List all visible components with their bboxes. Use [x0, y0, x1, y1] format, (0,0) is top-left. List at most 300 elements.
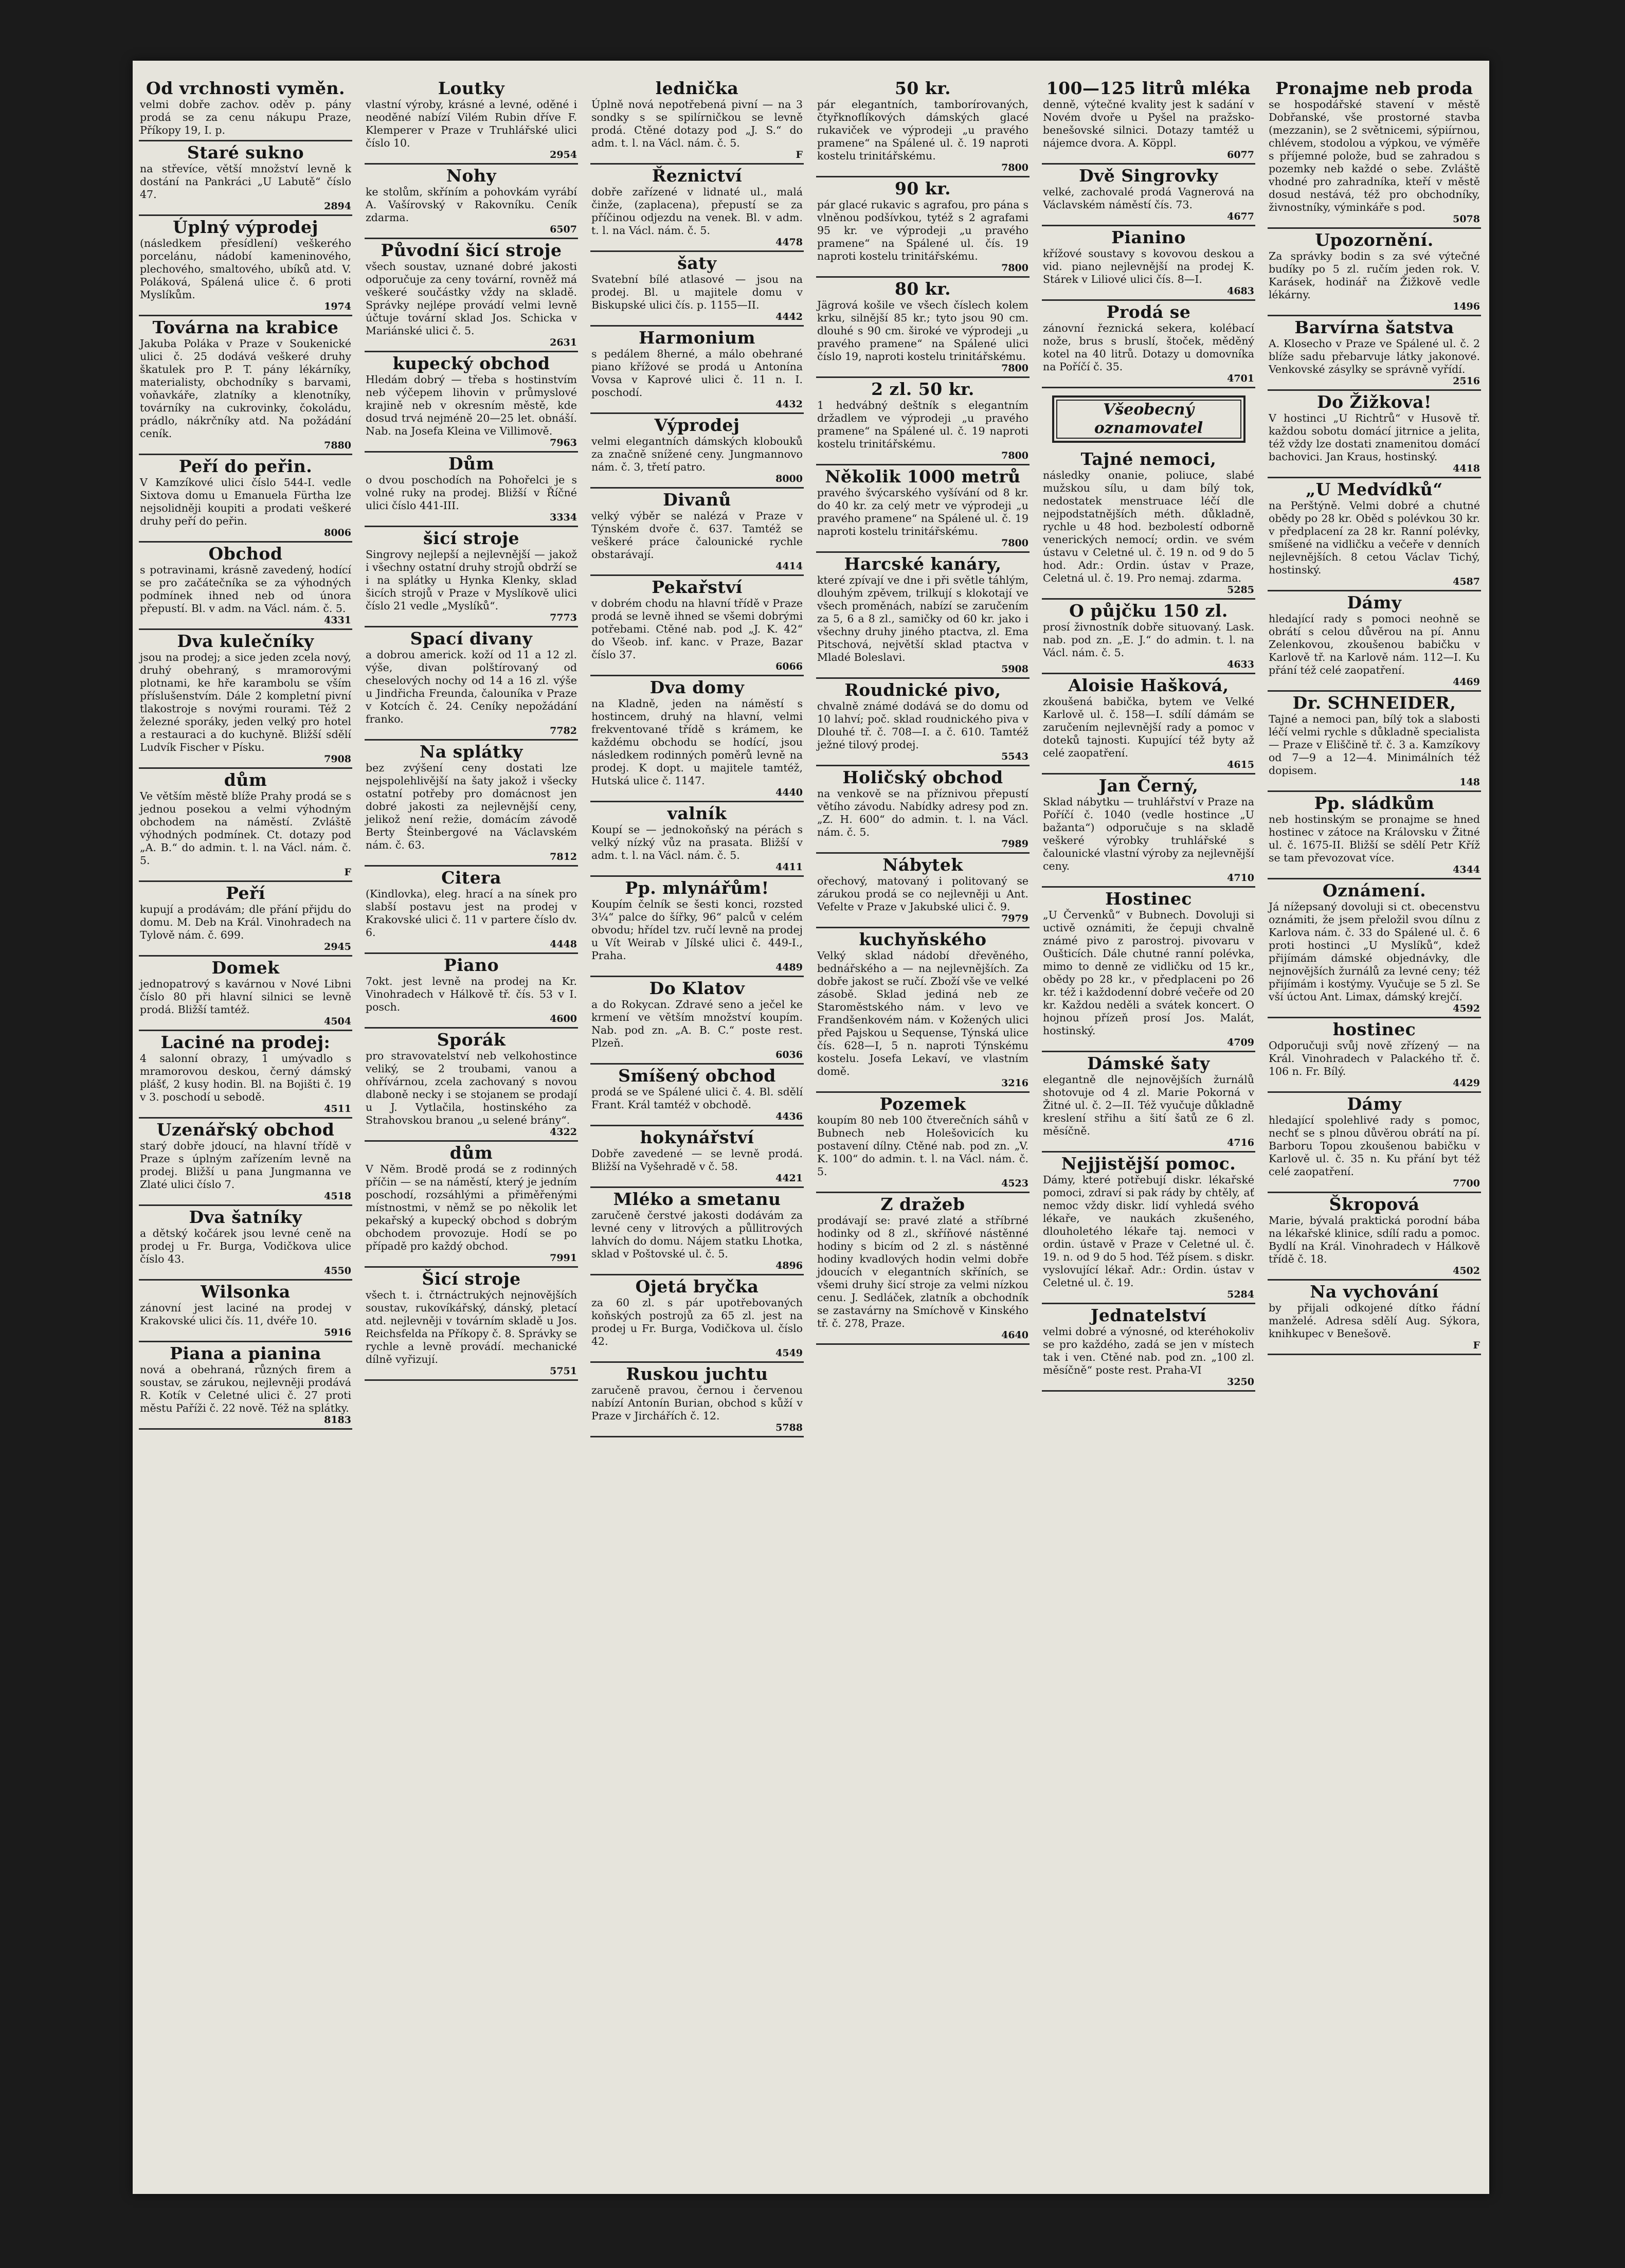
classified-ad — [1268, 879, 1481, 1018]
ad-number: 4633 — [1227, 659, 1254, 670]
classified-ad — [1268, 1281, 1481, 1355]
classified-ad — [139, 1119, 352, 1206]
ad-heading: Loutky — [438, 78, 505, 98]
ad-number: 4489 — [775, 962, 803, 973]
ad-heading: Laciné na prodej: — [160, 1032, 331, 1052]
classified-ad — [365, 954, 578, 1029]
ad-text: pravého švýcarského vyšívání od 8 kr. do 40 kr. za celý metr ve výprodeji „u pravého pramene“ na Spálené ul. č. 19 naproti kostelu trinitářskému. — [817, 487, 1028, 537]
classified-ad — [590, 1188, 804, 1275]
ad-number: F — [344, 867, 351, 878]
ad-text: dobře zařízené v lidnaté ul., malá činže, (zaplacena), přepustí se za příčinou odjezdu na venek. Bl. v adm. t. l. na Václ. nám. č. 5. — [591, 186, 803, 237]
ad-heading: Nejjistější pomoc. — [1061, 1154, 1236, 1174]
ad-text: hledající rady s pomoci neohně se obrátí s celou důvěrou na pí. Annu Zelenkovou, zkoušenou babičku v Karlově tř. na Karlově nám. 112—I. Ku přání též celé zaopatření. — [1269, 613, 1480, 676]
ad-text: pár glacé rukavic s agrafou, pro pána s vlněnou podšívkou, tytéž s 2 agrafami 95 kr. ve výprodeji „u pravého pramene“ na Spálené ul. čís. 19 naproti kostelu trinitářskému. — [817, 199, 1028, 262]
ad-text: následky onanie, poliuce, slabé mužskou sílu, u dam bílý tok, nedostatek menstruace léčí dle nejpodstatnějších méth. důkladně, rychle u 48 hod. bezbolestí odborně venerických nemocí; ordin. ve svém ústavu v Celetné ul. č. 19 n. od 9 do 5 hod. Adr.: Ordin. ústav v Praze, Celetná ul. č. 19. Pro nemaj. zdarma. — [1043, 469, 1254, 584]
ad-number: 8006 — [324, 527, 351, 538]
ad-heading: Prodá se — [1106, 302, 1191, 322]
classified-ad — [1268, 316, 1481, 391]
ad-text: prodá se ve Spálené ulici č. 4. Bl. sdělí Frant. Král tamtéž v obchodě. — [591, 1086, 803, 1111]
notice-box — [1052, 395, 1245, 443]
ad-number: 5078 — [1453, 213, 1480, 225]
ad-text: Ve větším městě blíže Prahy prodá se s jednou posekou a velmi výhodným obchodem na náměstí. Zvláště výhodných podmínek. Ct. dotazy pod „A. B.“ do admin. t. l. na Václ. nám. č. 5. — [140, 790, 351, 867]
ad-heading: 80 kr. — [894, 279, 951, 299]
classified-ad — [590, 165, 804, 252]
column-1 — [139, 77, 352, 2170]
ad-number: 4511 — [324, 1103, 351, 1114]
classified-ad — [365, 165, 578, 239]
ad-number: 4615 — [1227, 759, 1254, 770]
classified-ad — [139, 882, 352, 957]
classified-ad — [1042, 77, 1255, 165]
ad-text: ke stolům, skříním a pohovkám vyrábí A. Vašírovský v Rakovníku. Ceník zdarma. — [366, 186, 577, 224]
ad-heading: Hostinec — [1105, 889, 1192, 909]
classified-ad — [590, 802, 804, 877]
ad-heading: Pronajme neb proda — [1275, 78, 1473, 98]
ad-number: 4709 — [1227, 1037, 1254, 1048]
ad-text: velmi elegantních dámských klobouků za značně snížené ceny. Jungmannovo nám. č. 3, třetí patro. — [591, 435, 803, 473]
classified-ad — [139, 216, 352, 316]
newspaper-page — [133, 61, 1489, 2194]
ad-text: Odporučuji svůj nově zřízený — na Král. Vinohradech v Palackého tř. č. 106 n. Fr. Bílý. — [1269, 1039, 1480, 1077]
ad-number: 3334 — [550, 512, 577, 523]
ad-heading: Pp. mlynářům! — [625, 878, 769, 898]
classified-ad — [1042, 1304, 1255, 1392]
ad-number: 7700 — [1453, 1178, 1480, 1189]
classified-ad — [816, 77, 1030, 177]
ad-heading: Pekařství — [652, 577, 743, 597]
classified-ad — [139, 1342, 352, 1430]
classified-ad — [590, 1363, 804, 1437]
ad-heading: Dámy — [1347, 1094, 1402, 1114]
ad-text: zaručeně čerstvé jakosti dodávám za levné ceny v litrových a půllitrových lahvích do domu. Nájem statku Lhotka, sklad v Poštovské ul. č. 5. — [591, 1209, 803, 1260]
ad-heading: Obchod — [208, 544, 283, 564]
ad-heading: dům — [449, 1143, 493, 1163]
ad-text: by přijali odkojené dítko řádní manželé. Adresa sdělí Aug. Sýkora, knihkupec v Benešově. — [1269, 1302, 1480, 1340]
ad-text: (následkem přesídlení) veškerého porcelánu, nádobí kameninového, plechového, smaltového, ubíků atd. V. Poláková, Spálená ulice č. 6 proti Myslíkům. — [140, 237, 351, 301]
ad-heading: šicí stroje — [423, 528, 519, 548]
ad-number: 7880 — [324, 440, 351, 451]
classified-ad — [590, 1275, 804, 1363]
ad-number: 4442 — [775, 311, 803, 322]
ad-heading: 100—125 litrů mléka — [1046, 78, 1251, 98]
ad-heading: Z dražeb — [880, 1194, 965, 1214]
ad-number: 5908 — [1001, 663, 1028, 675]
ad-text: Já nížepsaný dovoluji si ct. obecenstvu oznámiti, že jsem přeložil svou dílnu z Karlova nám. č. 33 do Spálené ul. č. 6 proti hostinci „U Myslíků“, kdež přijímám dámské objednávky, dle nejnovějších žurnálů za levné ceny; též přijímám i kostýmy. Vyučuje se 5 zl. Se vší úctou Ant. Limax, dámský krejčí. — [1269, 901, 1480, 1003]
ad-heading: 2 zl. 50 kr. — [871, 379, 974, 399]
ad-text: na střevíce, větší množství levně k dostání na Pankráci „U Labutě“ číslo 47. — [140, 163, 351, 201]
ad-heading: Nohy — [446, 166, 497, 186]
classified-ad — [1042, 888, 1255, 1052]
ad-number: 4440 — [775, 787, 803, 798]
classified-ad — [816, 679, 1030, 766]
classified-ad — [365, 453, 578, 527]
ad-heading: „U Medvídků“ — [1306, 479, 1443, 499]
classified-ad — [816, 278, 1030, 378]
ad-heading: Tajné nemoci, — [1080, 449, 1217, 469]
ad-number: 1496 — [1453, 301, 1480, 312]
classified-ad — [139, 77, 352, 141]
ad-heading: Dům — [448, 454, 495, 474]
ad-text: nová a obehraná, různých firem a soustav, se zárukou, nejlevněji prodává R. Kotík v Celetné ulici č. 27 proti městu Paříži č. 22 nově. Též na splátky. — [140, 1363, 351, 1414]
classified-ad — [365, 741, 578, 867]
ad-text: pro stravovatelství neb velkohostince veliký, se 2 troubami, vanou a ohřívárnou, zcela zachovaný s novou dlaboně necky i se stojanem se prodají u J. Vytlačila, hostinského za Strahovskou branou „u selené brány“. — [366, 1050, 577, 1126]
ad-number: 3216 — [1001, 1077, 1028, 1089]
ad-text: zkoušená babička, bytem ve Velké Karlově ul. č. 158—I. sdílí dámám se zaručením nejlevnější rady a pomoc v doteků tajnosti. Kupující též byty až celé zaopatření. — [1043, 695, 1254, 759]
ad-number: 4502 — [1453, 1265, 1480, 1276]
ad-text: Sklad nábytku — truhlářství v Praze na Poříčí č. 1040 (vedle hostince „U bažanta“) odporučuje s na skladě veškeré výrobky truhlářské s čalounické vlastní výroby za nejlevnější ceny. — [1043, 796, 1254, 872]
ad-number: 7800 — [1001, 363, 1028, 374]
classified-ad — [365, 77, 578, 165]
ad-text: velké, zachovalé prodá Vagnerová na Václavském náměstí čís. 73. — [1043, 186, 1254, 211]
ad-text: (Kindlovka), eleg. hrací a na sínek pro slabší postavu jest na prodej v Krakovské ulici č. 11 v partere číslo dv. 6. — [366, 888, 577, 939]
classified-ad — [1268, 1193, 1481, 1281]
ad-number: 4600 — [550, 1013, 577, 1024]
ad-text: Koupí se — jednokoňský na pérách s velký nízký vůz na prasata. Bližší v adm. t. l. na Václ. nám. č. 5. — [591, 823, 803, 861]
ad-number: 4436 — [775, 1111, 803, 1122]
classified-ad — [590, 414, 804, 489]
ad-heading: Dva kulečníky — [177, 631, 314, 651]
ad-text: kupují a prodávám; dle přání přijdu do domu. M. Deb na Král. Vinohradech na Tylově nám. č. 699. — [140, 903, 351, 941]
ad-text: Dobře zavedené — se levně prodá. Bližší na Vyšehradě v č. 58. — [591, 1147, 803, 1173]
classified-ad — [590, 877, 804, 977]
ad-text: o dvou poschodích na Pohořelci je s volné ruky na prodej. Bližší v Říčné ulici číslo 441-III. — [366, 474, 577, 512]
ad-heading: valník — [667, 803, 727, 823]
ad-number: 6077 — [1227, 149, 1254, 160]
ad-heading: Šicí stroje — [422, 1269, 521, 1289]
ad-number: 7773 — [550, 612, 577, 623]
ad-number: F — [796, 149, 803, 160]
ad-heading: 90 kr. — [894, 178, 951, 199]
ad-text: elegantně dle nejnovějších žurnálů shotovuje od 4 zl. Marie Pokorná v Žitné ul. č. 2—II. Též vyučuje důkladně kreslení střihu a šití šatů ze 6 zl. měsíčně. — [1043, 1073, 1254, 1137]
classified-ad — [590, 327, 804, 414]
ad-heading: Uzenářský obchod — [156, 1120, 335, 1140]
ad-heading: dům — [224, 770, 267, 790]
ad-text: prosí živnostník dobře situovaný. Lask. nab. pod zn. „E. J.“ do admin. t. l. na Václ. nám. č. 5. — [1043, 621, 1254, 659]
ad-text: velmi dobře zachov. oděv p. pány prodá se za cenu nákupu Praze, Příkopy 19, I. p. — [140, 98, 351, 136]
classified-ad — [1268, 77, 1481, 229]
ad-number: 7963 — [550, 437, 577, 448]
ad-text: 1 hedvábný deštník s elegantním držadlem ve výprodeji „u pravého pramene“ na Spálené ul. č. 19 naproti kostelu trinitářskému. — [817, 399, 1028, 450]
ad-number: 5284 — [1227, 1289, 1254, 1300]
classified-ad — [816, 553, 1030, 679]
classified-ad — [1042, 1153, 1255, 1304]
ad-text: Jakuba Poláka v Praze v Soukenické ulici č. 25 dodává veškeré druhy škatulek pro P. T. pány lékárníky, materialisty, obchodníky s barvami, voňavkáře, zlatníky a klenotníky, továrníky na cukrovinky, čokoládu, prádlo, nákrčníky atd. Na požádání ceník. — [140, 337, 351, 440]
ad-number: 7979 — [1001, 913, 1028, 924]
ad-text: vlastní výroby, krásné a levné, oděné i neoděné nabízí Vilém Rubin dříve F. Klemperer v Praze v Truhlářské ulici číslo 10. — [366, 98, 577, 149]
ad-text: Koupím čelník se šesti konci, rozsted 3¼“ palce do šířky, 96“ palců v celém obvodu; hřídel tzv. ručí levně na prodej u Vít Weirab v Jílské ulici č. 449-I., Praha. — [591, 898, 803, 962]
ad-text: Marie, bývalá praktická porodní bába na lékařské klinice, sdílí radu a pomoc. Bydlí na Král. Vinohradech v Hálkově třídě č. 18. — [1269, 1214, 1480, 1265]
ad-heading: Ruskou juchtu — [626, 1364, 768, 1384]
ad-heading: Harcské kanáry, — [844, 554, 1002, 574]
ad-number: 2516 — [1453, 375, 1480, 387]
ad-heading: Peří — [226, 883, 265, 903]
classified-ad — [816, 766, 1030, 854]
ad-text: 7okt. jest levně na prodej na Kr. Vinohradech v Hálkově tř. čís. 53 v I. posch. — [366, 975, 577, 1013]
ad-number: 4710 — [1227, 872, 1254, 884]
classified-ad — [816, 1093, 1030, 1193]
ad-text: bez zvýšení ceny dostati lze nejspolehlivější na šaty jakož i všecky ostatní potřeby pro domácnost jen dobré jakosti za nejlevnější ceny, jelikož není režie, domácím závodě Berty Šteinbergové na Václavském nám. č. 63. — [366, 762, 577, 851]
classified-ad — [139, 769, 352, 882]
ad-number: 4432 — [775, 399, 803, 410]
classified-ad — [1268, 692, 1481, 792]
ad-heading: Dámy — [1347, 592, 1402, 613]
ad-number: 4418 — [1453, 463, 1480, 474]
ad-heading: Jan Černý, — [1098, 776, 1199, 796]
ad-heading: Piana a pianina — [170, 1343, 321, 1363]
ad-heading: O půjčku 150 zl. — [1069, 601, 1228, 621]
ad-heading: Škropová — [1329, 1194, 1420, 1214]
ad-number: 5916 — [324, 1327, 351, 1338]
ad-text: prodávají se: pravé zlaté a stříbrné hodinky od 8 zl., skříňové nástěnné hodiny s bicím od 2 zl. s nástěnné hodiny kvadlových hodin velmi dobře jdoucích v elegantních skříních, se všemi druhy šicí stroje za velmi nízkou cenu. J. Sedláček, zlatník a obchodník se zastavárny na Smíchově v Kinského tř. č. 278, Praze. — [817, 1214, 1028, 1329]
ad-number: 6066 — [775, 661, 803, 672]
ad-number: 4683 — [1227, 285, 1254, 297]
ad-number: 4411 — [775, 861, 803, 873]
ad-heading: Pianino — [1111, 227, 1186, 247]
ad-text: všech t. i. čtrnáctrukých nejnovějších soustav, rukovíkářský, dánský, pletací atd. nejlevněji v továrním skladě u Jos. Reichsfelda na Příkopy č. 8. Správky se rychle a levně provádí. mechanické dílně vyřizují. — [366, 1289, 577, 1365]
ad-text: všech soustav, uznané dobré jakosti odporučuje za ceny tovární, rovněž má veškeré součástky vždy na skladě. Správky nejlépe provádí velmi levně účtuje tovární sklad Jos. Schicka v Mariánské ulici č. 5. — [366, 260, 577, 337]
ad-text: ořechový, matovaný i politovaný se zárukou prodá se co nejlevněji u Ant. Vefelte v Praze v Jakubské ulici č. 9. — [817, 875, 1028, 913]
ad-number: 4322 — [550, 1126, 577, 1138]
ad-number: 5788 — [775, 1422, 803, 1433]
ad-number: 4331 — [324, 615, 351, 626]
ad-number: 7800 — [1001, 262, 1028, 274]
ad-number: 4716 — [1227, 1137, 1254, 1148]
ad-heading: Aloisie Hašková, — [1068, 675, 1229, 695]
classified-ad — [816, 928, 1030, 1093]
classified-ad — [139, 455, 352, 543]
ad-text: V Kamzíkové ulici číslo 544-I. vedle Sixtova domu u Emanuela Fürtha lze nejsolidněji koupiti a prodati veškeré druhy peří do peřin. — [140, 476, 351, 527]
ad-number: 7991 — [550, 1252, 577, 1264]
ad-heading: Staré sukno — [187, 142, 304, 163]
ad-number: 4421 — [775, 1173, 803, 1184]
ad-heading: kuchyňského — [859, 929, 987, 949]
ad-text: neb hostinským se pronajme se hned hostinec v zátoce na Královsku v Žitné ul. č. 1675-II. Bližší se sdělí Petr Kříž se tam převozovat více. — [1269, 813, 1480, 864]
ad-text: „U Červenků“ v Bubnech. Dovoluji si uctivě oznámiti, že čepuji chvalně známé pivo z parostroj. pivovaru v Oušticích. Dále chutné ranní polévka, mimo to denně ze vidličku od 15 kr., obědy po 28 kr., v předplaceni po 26 kr. též i každodenní dobré večeře od 20 kr. Každou neděli a svátek koncert. O hojnou přízeň prosí Jos. Malát, hostinský. — [1043, 909, 1254, 1037]
ad-text: pár elegantních, tamborírovaných, čtyřknoflíkových dámských glacé rukaviček ve výprodeji „u pravého pramene“ na Spálené ul. č. 19 naproti kostelu trinitářskému. — [817, 98, 1028, 162]
ad-number: 4504 — [324, 1016, 351, 1027]
classified-ad — [590, 489, 804, 576]
ad-heading: Smíšený obchod — [618, 1066, 776, 1086]
ad-text: V Něm. Brodě prodá se z rodinných příčin — se na náměstí, který je jedním poschodí, rozsáhlými a přiměřenými místnostmi, v němž se po několik let pekařský a kupecký obchod s dobrým obchodem provozuje. Hodí se po případě pro každý obchod. — [366, 1163, 577, 1252]
classified-ad — [1268, 591, 1481, 692]
classified-ad — [1268, 792, 1481, 879]
ad-heading: Úplný výprodej — [173, 217, 318, 237]
ad-number: 4550 — [324, 1265, 351, 1276]
ad-text: zaručeně pravou, černou i červenou nabízí Antonín Burian, obchod s kůží v Praze v Jirchářích č. 12. — [591, 1384, 803, 1422]
ad-number: 7800 — [1001, 537, 1028, 549]
ad-text: Svatební bílé atlasové — jsou na prodej. Bl. u majitele domu v Biskupské ulici čís. p. 1155—II. — [591, 273, 803, 311]
ad-heading: hokynářství — [640, 1127, 754, 1147]
classified-ad — [139, 1281, 352, 1342]
ad-heading: Dva šatníky — [189, 1207, 302, 1227]
ad-heading: Dva domy — [649, 677, 745, 697]
ad-text: Úplně nová nepotřebená pivní — na 3 sondky s se spilírničkou se levně prodá. Ctěné dotazy pod „J. S.“ do adm. t. l. na Václ. nám. č. 5. — [591, 98, 803, 149]
column-3 — [590, 77, 804, 2170]
ad-number: 4414 — [775, 561, 803, 572]
classified-ad — [139, 543, 352, 630]
ad-text: se hospodářské stavení v městě Dobřanské, vše prostorné stavba (mezzanin), se 2 světnicemi, sýpiírnou, chlévem, stodolou a výpkou, ve výměře s příjemné polože, bud se zahradou s pozemky neb každé o sebe. Zvláště vhodné pro zahradníka, kteří v městě dosud nestává, též pro obchodníky, živnostníky, výminkáře s pod. — [1269, 98, 1480, 213]
ad-number: 4896 — [775, 1260, 803, 1271]
ad-heading: Na vychování — [1310, 1282, 1439, 1302]
ad-number: 7908 — [324, 753, 351, 765]
ad-text: chvalně známé dodává se do domu od 10 lahví; poč. sklad roudnického piva v Dlouhé tř. č. 708—I. a č. 610. Tamtéž ježné tilový prodej. — [817, 700, 1028, 751]
ad-heading: Výprodej — [654, 415, 740, 435]
classified-ad — [590, 977, 804, 1065]
ad-heading: Původní šicí stroje — [381, 240, 562, 260]
ad-heading: lednička — [655, 78, 739, 98]
ad-heading: Spací divany — [410, 628, 533, 649]
ad-heading: Na splátky — [420, 742, 523, 762]
ad-heading: Divanů — [663, 490, 731, 510]
ad-text: na Kladně, jeden na náměstí s hostincem, druhý na hlavní, velmi frekventované třídě s krámem, ke každému obchodu se hodící, jsou následkem rodinných poměrů levně na prodej. K dopt. u majitele tamtéž, Hutská ulice č. 1147. — [591, 697, 803, 787]
classified-ad — [1268, 1093, 1481, 1193]
ad-number: 8183 — [324, 1414, 351, 1426]
ad-number: 4587 — [1453, 576, 1480, 587]
classified-ad — [816, 465, 1030, 553]
classified-ad — [139, 1031, 352, 1119]
ad-number: 3250 — [1227, 1376, 1254, 1388]
ad-text: Tajné a nemoci pan, bílý tok a slabosti léčí velmi rychle s důkladně specialista — Praze v Eliščině tř. č. 3 a. Kamzíkovy od 7—9 a 12—4. Minimálních též dopisem. — [1269, 713, 1480, 777]
ad-text: a dobrou americk. koží od 11 a 12 zl. výše, divan polštírovaný od cheselových nochy od 14 a 16 zl. výše u Jindřicha Freunda, čalouníka v Praze v Kotcích č. 24. Ceníky nepožádání franko. — [366, 649, 577, 725]
ad-heading: šaty — [677, 253, 717, 273]
ad-heading: Dr. SCHNEIDER, — [1292, 693, 1456, 713]
ad-heading: Sporák — [437, 1030, 506, 1050]
ad-text: a dětský kočárek jsou levné ceně na prodej u Fr. Burga, Vodičkova ulice číslo 43. — [140, 1227, 351, 1265]
ad-text: 4 salonní obrazy, 1 umývadlo s mramorovou deskou, černý dámský plášť, 2 kusy hodin. Bl. na Bojišti č. 19 v 3. poschodí u sebodě. — [140, 1052, 351, 1103]
ad-number: 7800 — [1001, 450, 1028, 461]
ad-text: zánovní řeznická sekera, kolébací nože, brus s bruslí, štoček, měděný kotel na 40 litrů. Dotazy u domovníka na Poříčí č. 35. — [1043, 322, 1254, 373]
ad-heading: Ojetá bryčka — [635, 1276, 759, 1297]
classified-ad — [365, 352, 578, 453]
ad-heading: Barvírna šatstva — [1294, 317, 1454, 337]
ad-number: 2631 — [550, 337, 577, 348]
ad-heading: Mléko a smetanu — [613, 1189, 781, 1209]
ad-text: Za správky bodin s za své výtečné budíky po 5 zl. ručím jeden rok. V. Karásek, hodinář na Žižkově vedle lékárny. — [1269, 250, 1480, 301]
ad-text: Hledám dobrý — třeba s hostinstvím neb výčepem lihovin v průmyslové krajině neb v okresním městě, kde dosud trvá nejméně 20—25 let. obnáší. Nab. na Josefa Kleina ve Villimově. — [366, 373, 577, 437]
ad-heading: Roudnické pivo, — [844, 680, 1001, 700]
classified-ad — [1042, 600, 1255, 674]
ad-heading: Nábytek — [882, 855, 963, 875]
column-5 — [1042, 77, 1255, 2170]
ad-text: Jägrová košile ve všech číslech kolem krku, silnější 85 kr.; tyto jsou 90 cm. dlouhé s 90 cm. široké ve výprodeji „u pravého pramene“ na Spálené ulici číslo 19, naproti kostelu trinitářskému. — [817, 299, 1028, 363]
classified-ad — [1268, 1018, 1481, 1093]
ad-text: za 60 zl. s pár upotřebovaných koňských postrojů za 65 zl. jest na prodej u Fr. Burga, Vodičkova ul. číslo 42. — [591, 1297, 803, 1347]
ad-number: 5751 — [550, 1365, 577, 1377]
ad-number: F — [1473, 1340, 1480, 1351]
ad-heading: 50 kr. — [894, 78, 951, 98]
classified-ad — [1042, 775, 1255, 888]
ad-number: 5285 — [1227, 584, 1254, 596]
ad-heading: Oznámení. — [1322, 880, 1427, 901]
ad-heading: Do Žižkova! — [1317, 392, 1432, 412]
ad-text: jednopatrový s kavárnou v Nové Libni číslo 80 při hlavní silnici se levně prodá. Bližší tamtéž. — [140, 978, 351, 1016]
ad-heading: Upozornění. — [1315, 230, 1434, 250]
ad-text: s potravinami, krásně zavedený, hodící se pro začátečníka se za výhodných podmínek ihned neb od února přepustí. Bl. v adm. na Václ. nám. č. 5. — [140, 564, 351, 615]
classified-ad — [816, 378, 1030, 465]
ad-text: s pedálem 8herné, a málo obehrané piano křížové se prodá u Antonína Vovsa v Kaprové ulici č. 11 n. I. poschodí. — [591, 348, 803, 399]
ad-number: 7800 — [1001, 162, 1028, 173]
ad-text: koupím 80 neb 100 čtverečních sáhů v Bubnech neb Holešovicích ku postavení dílny. Ctěné nab. pod zn. „V. K. 100“ do admin. t. l. na Václ. nám. č. 5. — [817, 1114, 1028, 1178]
classified-ad — [816, 854, 1030, 928]
ad-number: 4549 — [775, 1347, 803, 1359]
ad-heading: Řeznictví — [652, 166, 743, 186]
ad-heading: Dvě Singrovky — [1079, 166, 1218, 186]
ad-text: A. Klosecho v Praze ve Spálené ul. č. 2 blíže sadu přebarvuje látky jakonové. Venkovské zásylky se správně vyřídí. — [1269, 337, 1480, 375]
ad-number: 7782 — [550, 725, 577, 736]
classified-ad — [139, 141, 352, 216]
classified-ad — [816, 1193, 1030, 1345]
classified-ad — [590, 1126, 804, 1188]
ad-heading: Pp. sládkům — [1314, 793, 1435, 813]
classified-ad — [1042, 226, 1255, 301]
classified-ad — [365, 527, 578, 627]
classified-ad — [139, 957, 352, 1031]
ad-number: 2945 — [324, 941, 351, 952]
ad-number: 8000 — [775, 473, 803, 484]
ad-number: 6507 — [550, 224, 577, 235]
ad-number: 4429 — [1453, 1077, 1480, 1089]
ad-heading: Do Klatov — [649, 978, 745, 998]
ad-text: hledající spolehlivé rady s pomoc, nechť se s plnou důvěrou obrátí na pí. Barboru Topou zkoušenou babičku v Karlově ul. č. 35 n. Ku přání byt též celé zaopatření. — [1269, 1114, 1480, 1178]
ad-text: velký výběr se nalézá v Praze v Týnském dvoře č. 637. Tamtéž se veškeré práce čalounické rychle obstarávají. — [591, 510, 803, 561]
classified-ad — [1268, 229, 1481, 316]
classified-ad — [1042, 448, 1255, 600]
ad-number: 4523 — [1001, 1178, 1028, 1189]
ad-number: 6036 — [775, 1049, 803, 1060]
classified-ad — [365, 627, 578, 741]
column-6 — [1268, 77, 1481, 2170]
classified-ad — [1042, 674, 1255, 775]
ad-number: 2954 — [550, 149, 577, 160]
classified-ad — [1042, 165, 1255, 226]
classified-ad — [590, 576, 804, 676]
ad-text: na Perštýně. Velmi dobré a chutné obědy po 28 kr. Oběd s polévkou 30 kr. v předplacení za 28 kr. Ranní polévky, smíšené na vidličku a večeře v denních nejlevnějších. 8 cetou Václav Tichý, hostinský. — [1269, 499, 1480, 576]
ad-number: 4592 — [1453, 1003, 1480, 1014]
classified-ad — [1042, 1052, 1255, 1153]
ad-number: 7812 — [550, 851, 577, 862]
classified-ad — [139, 630, 352, 769]
ad-text: Dámy, které potřebují diskr. lékařské pomoci, zdraví si pak rády by chtěly, ať nemoc vždy diskr. lidí vyhledá svého lékaře, ve naukách zkušeného, dlouholetého lékaře taj. nemoci v ordin. ústavě v Praze v Celetné ul. č. 19. n. od 9 do 5 hod. Též písem. s diskr. vyslovující lékař. Adr.: Ordin. ústav v Celetné ul. č. 19. — [1043, 1174, 1254, 1289]
ad-heading: Několik 1000 metrů — [825, 466, 1021, 487]
ad-number: 5543 — [1001, 751, 1028, 762]
ad-heading: kupecký obchod — [392, 353, 550, 373]
ad-text: velmi dobré a výnosné, od kteréhokoliv se pro každého, zadá se jen v místech tak i ven. Ctěné nab. pod zn. „100 zl. měsíčně“ poste rest. Praha-VI — [1043, 1325, 1254, 1376]
classified-ad — [365, 239, 578, 352]
ad-number: 4469 — [1453, 676, 1480, 688]
ad-heading: Harmonium — [639, 328, 755, 348]
classified-ad — [139, 1206, 352, 1281]
ad-heading: Továrna na krabice — [152, 317, 339, 337]
ad-text: V hostinci „U Richtrů“ v Husově tř. každou sobotu domácí jitrnice a jelita, též vždy lze dostati znamenitou domácí bachovici. Jan Kraus, hostinský. — [1269, 412, 1480, 463]
ad-heading: Peří do peřin. — [178, 456, 313, 476]
ad-number: 4640 — [1001, 1329, 1028, 1341]
column-4 — [816, 77, 1030, 2170]
ad-text: zánovní jest laciné na prodej v Krakovské ulici čís. 11, dvéře 10. — [140, 1302, 351, 1327]
classified-ad — [1268, 478, 1481, 591]
ad-text: které zpívají ve dne i při světle táhlým, dlouhým zpěvem, trilkují s klokotají ve všech proměnách, nabízí se zaručením za 5, 6 a 8 zl., samičky od 60 kr. jako i všechny druhy jiného ptactva, zl. Ema Pitschová, největší sklad ptactva v Mladé Boleslavi. — [817, 574, 1028, 663]
notice-box-title: Všeobecný oznamovatel — [1056, 400, 1241, 439]
classified-ad — [590, 77, 804, 165]
ad-heading: Od vrchnosti vyměn. — [146, 78, 346, 98]
ad-text: a do Rokycan. Zdravé seno a ječel ke krmení ve větším množství koupím. Nab. pod zn. „A. B. C.“ poste rest. Plzeň. — [591, 998, 803, 1049]
ad-number: 4518 — [324, 1191, 351, 1202]
ad-number: 7989 — [1001, 838, 1028, 850]
classified-ad — [139, 316, 352, 455]
ad-heading: hostinec — [1332, 1019, 1416, 1039]
classified-ad — [590, 1065, 804, 1126]
ad-number: 4677 — [1227, 211, 1254, 222]
ad-text: na venkově se na příznivou přepustí větího závodu. Nabídky adresy pod zn. „Z. H. 600“ do admin. t. l. na Václ. nám. č. 5. — [817, 787, 1028, 838]
